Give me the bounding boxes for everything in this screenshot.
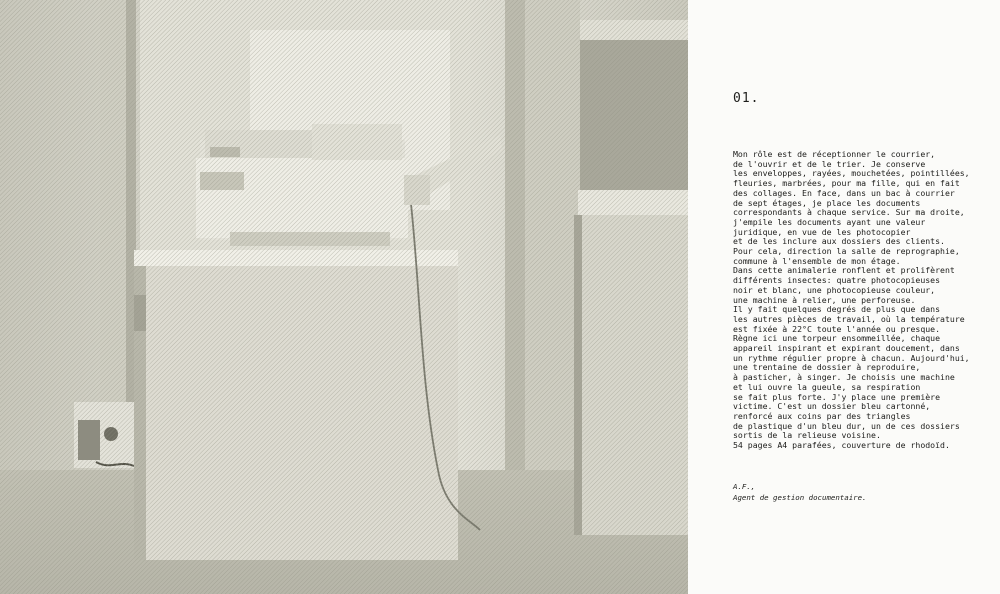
text-line: juridique, en vue de les photocopier: [733, 226, 911, 237]
text-line: de sept étages, je place les documents: [733, 197, 921, 208]
text-line: une trentaine de dossier à reproduire,: [733, 362, 921, 373]
text-line: de plastique d'un bleu dur, un de ces dossiers: [733, 420, 960, 431]
signature-block: [733, 481, 867, 503]
text-line: j'empile les documents ayant une valeur: [733, 216, 926, 227]
text-line: un rythme régulier propre à chacun. Aujourd'hui,: [733, 352, 970, 363]
text-line: victime. C'est un dossier bleu cartonné,: [733, 401, 931, 412]
text-line: est fixée à 22°C toute l'année ou presque.: [733, 323, 941, 334]
text-line: Mon rôle est de réceptionner le courrier,: [733, 149, 936, 159]
text-line: des collages. En face, dans un bac à courrier: [733, 187, 955, 198]
text-line: Pour cela, direction la salle de reprographie,: [733, 246, 960, 257]
page-number: 01.: [733, 91, 760, 106]
text-line: et lui ouvre la gueule, sa respiration: [733, 381, 921, 392]
text-line: fleuries, marbrées, pour ma fille, qui en fait: [733, 178, 960, 189]
text-page: [688, 0, 1000, 594]
text-line: différents insectes: quatre photocopieuses: [733, 275, 941, 286]
text-line: noir et blanc, une photocopieuse couleur,: [733, 284, 936, 295]
text-line: Dans cette animalerie ronflent et prolifèrent: [733, 265, 955, 276]
text-line: appareil inspirant et expirant doucement, dans: [733, 343, 960, 354]
text-line: correspondants à chaque service. Sur ma droite,: [733, 207, 965, 218]
signature-initials: A.F.,: [733, 482, 756, 491]
text-line: sortis de la relieuse voisine.: [733, 430, 881, 441]
text-line: Il y fait quelques degrés de plus que dans: [733, 304, 941, 315]
text-line: Règne ici une torpeur ensommeillée, chaque: [733, 333, 941, 344]
text-line: renforcé aux coins par des triangles: [733, 410, 911, 421]
testimony-text: [733, 150, 998, 451]
text-line: les enveloppes, rayées, mouchetées, pointillées,: [733, 168, 970, 179]
signature-role: Agent de gestion documentaire.: [733, 493, 867, 502]
text-line: se fait plus forte. J'y place une première: [733, 391, 941, 402]
text-line: à pasticher, à singer. Je choisis une machine: [733, 372, 955, 383]
text-line: de l'ouvrir et de le trier. Je conserve: [733, 158, 926, 169]
text-line: une machine à relier, une perforeuse.: [733, 294, 916, 305]
text-line: commune à l'ensemble de mon étage.: [733, 255, 901, 266]
text-line: les autres pièces de travail, où la température: [733, 313, 965, 324]
text-line: et de les inclure aux dossiers des clients.: [733, 236, 945, 247]
text-line: 54 pages A4 parafées, couverture de rhodoïd.: [733, 440, 950, 451]
